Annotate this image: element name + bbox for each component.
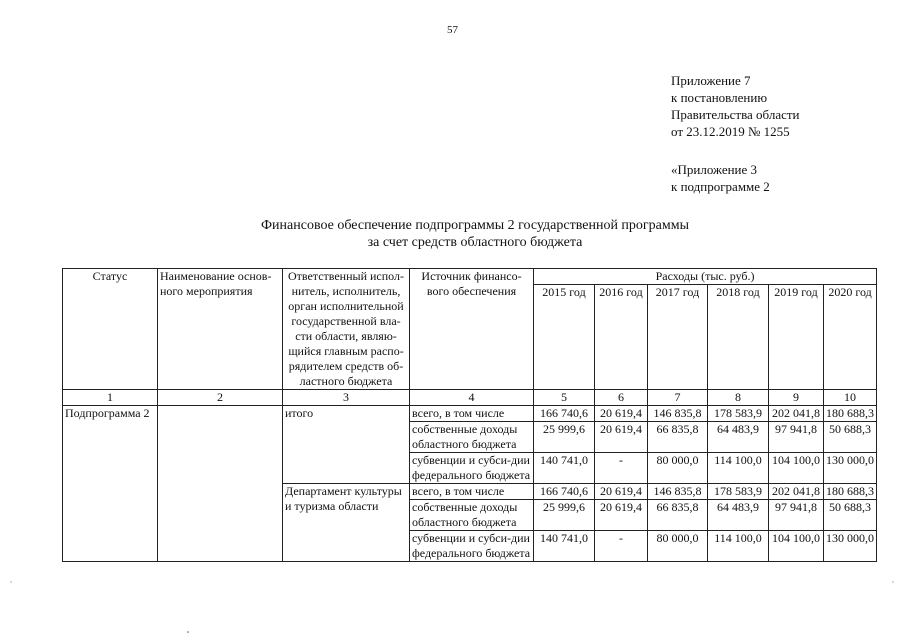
header-status: Статус	[63, 269, 158, 390]
column-number: 3	[283, 390, 410, 406]
year-cell: 2015 год	[534, 285, 595, 390]
value-cell: 114 100,0	[708, 531, 769, 562]
value-cell: -	[595, 531, 648, 562]
value-cell: 178 583,9	[708, 406, 769, 422]
value-cell: 80 000,0	[648, 453, 708, 484]
speck	[187, 631, 189, 633]
source-cell: собственные доходы областного бюджета	[410, 500, 534, 531]
column-number: 6	[595, 390, 648, 406]
header-expenses: Расходы (тыс. руб.)	[534, 269, 877, 285]
source-cell: субвенции и субси-дии федерального бюджета	[410, 453, 534, 484]
inner-appendix-block	[671, 161, 770, 195]
value-cell: 140 741,0	[534, 531, 595, 562]
value-cell: 97 941,8	[769, 500, 824, 531]
source-cell: всего, в том числе	[410, 406, 534, 422]
year-cell: 2018 год	[708, 285, 769, 390]
column-number: 8	[708, 390, 769, 406]
header-source: Источник финансо-вого обеспечения	[410, 269, 534, 390]
value-cell: 166 740,6	[534, 406, 595, 422]
value-cell: 180 688,3	[824, 406, 877, 422]
title-line: за счет средств областного бюджета	[367, 235, 583, 250]
value-cell: 50 688,3	[824, 422, 877, 453]
header-row	[63, 269, 877, 285]
value-cell: 146 835,8	[648, 484, 708, 500]
source-cell: всего, в том числе	[410, 484, 534, 500]
value-cell: 25 999,6	[534, 500, 595, 531]
value-cell: 66 835,8	[648, 500, 708, 531]
value-cell: 114 100,0	[708, 453, 769, 484]
column-number: 10	[824, 390, 877, 406]
financing-table	[62, 268, 877, 562]
value-cell: 80 000,0	[648, 531, 708, 562]
page-number: 57	[447, 24, 458, 36]
source-cell: собственные доходы областного бюджета	[410, 422, 534, 453]
value-cell: 130 000,0	[824, 453, 877, 484]
appendix-line: к постановлению	[671, 90, 768, 105]
source-cell: субвенции и субси-дии федерального бюджета	[410, 531, 534, 562]
year-cell: 2019 год	[769, 285, 824, 390]
value-cell: 104 100,0	[769, 453, 824, 484]
event-name-cell	[158, 406, 283, 562]
speck	[10, 581, 11, 582]
speck	[892, 581, 893, 582]
value-cell: 64 483,9	[708, 500, 769, 531]
year-cell: 2020 год	[824, 285, 877, 390]
value-cell: 202 041,8	[769, 406, 824, 422]
value-cell: 146 835,8	[648, 406, 708, 422]
header-name: Наименование основ-ного мероприятия	[158, 269, 283, 390]
title-line: Финансовое обеспечение подпрограммы 2 государственной программы	[260, 218, 690, 233]
value-cell: 66 835,8	[648, 422, 708, 453]
value-cell: 20 619,4	[595, 422, 648, 453]
value-cell: 97 941,8	[769, 422, 824, 453]
column-number: 5	[534, 390, 595, 406]
value-cell: 25 999,6	[534, 422, 595, 453]
header-responsible: Ответственный испол-нитель, исполнитель, орган исполнительной государственной вла-сти области, являю-щийся главным распо-рядителем средств об-ластного бюджета	[283, 269, 410, 390]
year-cell: 2016 год	[595, 285, 648, 390]
value-cell: 50 688,3	[824, 500, 877, 531]
table-row	[63, 406, 877, 422]
responsible-cell: Департамент культуры и туризма области	[283, 484, 410, 562]
column-number: 1	[63, 390, 158, 406]
responsible-cell: итого	[283, 406, 410, 484]
value-cell: 166 740,6	[534, 484, 595, 500]
column-number: 7	[648, 390, 708, 406]
value-cell: 104 100,0	[769, 531, 824, 562]
column-number: 9	[769, 390, 824, 406]
value-cell: 180 688,3	[824, 484, 877, 500]
value-cell: 130 000,0	[824, 531, 877, 562]
appendix-line: Приложение 7	[671, 73, 751, 88]
column-number: 2	[158, 390, 283, 406]
appendix-block	[671, 72, 800, 140]
column-numbers-row	[63, 390, 877, 406]
document-title	[0, 217, 905, 251]
appendix-line: Правительства области	[671, 107, 800, 122]
value-cell: 202 041,8	[769, 484, 824, 500]
value-cell: 140 741,0	[534, 453, 595, 484]
year-cell: 2017 год	[648, 285, 708, 390]
appendix-line: от 23.12.2019 № 1255	[671, 124, 790, 139]
value-cell: -	[595, 453, 648, 484]
value-cell: 64 483,9	[708, 422, 769, 453]
status-cell: Подпрограмма 2	[63, 406, 158, 562]
value-cell: 178 583,9	[708, 484, 769, 500]
inner-appendix-line: к подпрограмме 2	[671, 179, 770, 194]
column-number: 4	[410, 390, 534, 406]
value-cell: 20 619,4	[595, 500, 648, 531]
inner-appendix-line: «Приложение 3	[671, 162, 758, 177]
value-cell: 20 619,4	[595, 406, 648, 422]
value-cell: 20 619,4	[595, 484, 648, 500]
